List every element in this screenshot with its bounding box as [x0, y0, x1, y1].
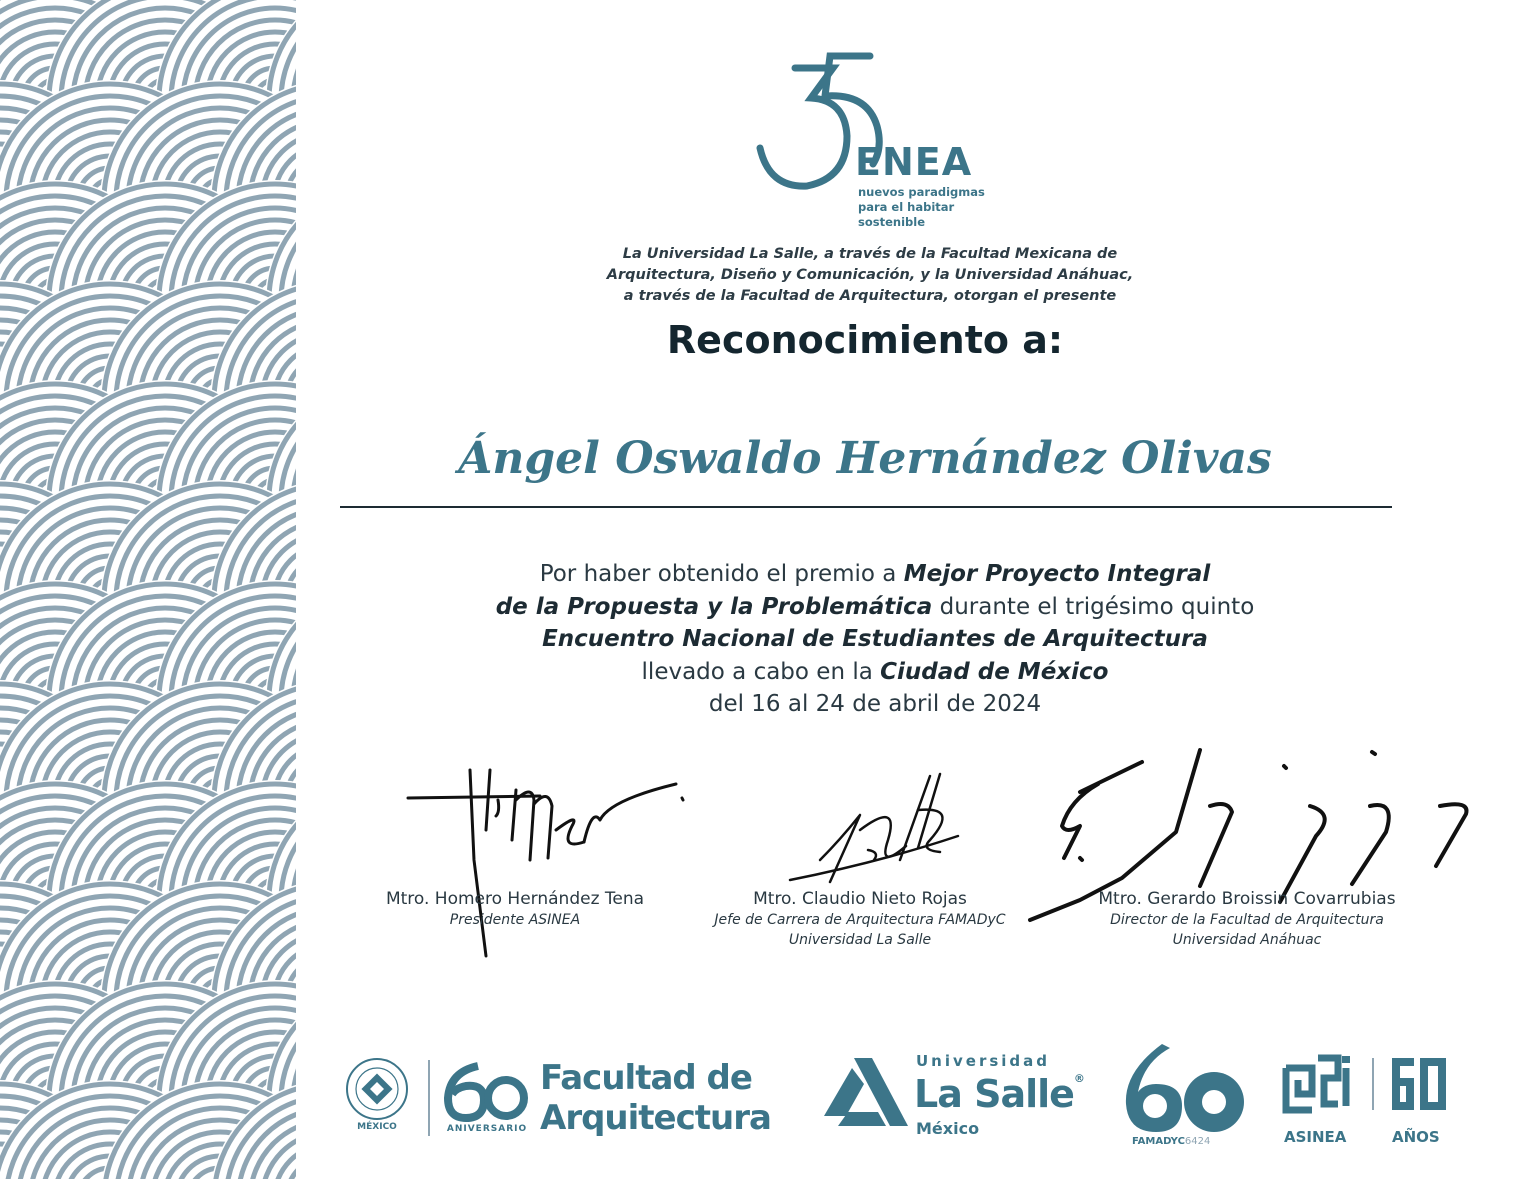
asinea-label: ASINEA: [1284, 1128, 1347, 1146]
recipient-name: Ángel Oswaldo Hernández Olivas: [458, 433, 1272, 484]
signatory-name: Mtro. Gerardo Broissin Covarrubias: [1098, 889, 1396, 909]
asinea-logo: [1282, 1054, 1360, 1149]
signatory-3: [1072, 888, 1422, 950]
registered-mark: ®: [1073, 1072, 1084, 1085]
anniversary-60-logo: [442, 1060, 532, 1140]
logo-divider: [1372, 1058, 1374, 1110]
signatory-role: Presidente ASINEA: [449, 912, 581, 928]
certificate-heading: Reconocimiento a:: [666, 318, 1064, 362]
la-salle-name-text: La Salle: [914, 1072, 1074, 1116]
signatory-organization: Universidad La Salle: [788, 932, 932, 948]
sixty-years-icon: [1388, 1054, 1450, 1114]
intro-paragraph: [520, 244, 1220, 307]
la-salle-emblem-icon: [824, 1054, 908, 1134]
citation-text-run: durante el trigésimo quinto: [932, 593, 1255, 620]
citation-line-5: [430, 688, 1320, 721]
event-dates: del 16 al 24 de abril de 2024: [708, 691, 1042, 717]
anahuac-country: MÉXICO: [357, 1122, 397, 1132]
signature-nieto: [790, 774, 958, 882]
event-name: Encuentro Nacional de Estudiantes de Arquitectura: [542, 626, 1208, 652]
famadyc-60-logo: [1122, 1042, 1247, 1152]
sixty-years-logo: [1388, 1054, 1452, 1149]
years-label: AÑOS: [1392, 1128, 1440, 1146]
citation-line-1: [430, 558, 1320, 591]
decorative-arc-pattern: [0, 0, 296, 1179]
citation-text: [430, 558, 1320, 721]
award-name: Mejor Proyecto Integral: [903, 561, 1211, 587]
famadyc-label: [1132, 1136, 1210, 1147]
facultad-line-2: Arquitectura: [540, 1098, 771, 1138]
anahuac-seal-logo: [342, 1056, 412, 1141]
la-salle-country: México: [916, 1119, 980, 1138]
award-name-cont: de la Propuesta y la Problemática: [495, 593, 933, 620]
enea-35-logo: [755, 48, 1015, 229]
anniversary-60-icon: [442, 1060, 532, 1124]
signatory-role: Jefe de Carrera de Arquitectura FAMADyC: [714, 912, 1006, 928]
facultad-line-1: Facultad de: [540, 1058, 752, 1098]
city-name: Ciudad de México: [880, 658, 1109, 685]
la-salle-top-word: Universidad: [916, 1052, 1051, 1070]
signatory-role: Director de la Facultad de Arquitectura: [1110, 912, 1384, 928]
enea-wordmark: ENEA: [855, 140, 973, 184]
la-salle-name: [914, 1072, 1084, 1116]
la-salle-logo: [824, 1052, 1084, 1142]
famadyc-code: 6424: [1184, 1136, 1211, 1147]
logo-divider: [428, 1060, 430, 1136]
signatory-2: [700, 888, 1020, 950]
anniversary-label: ANIVERSARIO: [446, 1124, 528, 1134]
citation-text-run: llevado a cabo en la: [641, 658, 881, 685]
citation-text-run: Por haber obtenido el premio a: [539, 561, 904, 587]
intro-line: a través de la Facultad de Arquitectura, otorgan el presente: [623, 288, 1117, 304]
intro-line: Arquitectura, Diseño y Comunicación, y la Universidad Anáhuac,: [606, 267, 1134, 283]
asinea-mark-icon: [1282, 1054, 1356, 1124]
signatory-name: Mtro. Homero Hernández Tena: [385, 889, 645, 909]
citation-line-3: [430, 623, 1320, 656]
citation-line-2: [430, 591, 1320, 624]
signatory-name: Mtro. Claudio Nieto Rojas: [753, 889, 967, 909]
citation-line-4: [430, 656, 1320, 689]
anahuac-seal-icon: [342, 1056, 412, 1126]
enea-tagline: nuevos paradigmas para el habitar sostenible: [858, 185, 985, 229]
facultad-arquitectura-wordmark: [540, 1058, 771, 1138]
arc-pattern-svg: [0, 0, 296, 1179]
recipient-underline: [340, 506, 1392, 508]
famadyc-60-icon: [1122, 1042, 1246, 1136]
signatory-1: [355, 888, 675, 930]
signatory-organization: Universidad Anáhuac: [1172, 932, 1322, 948]
intro-line: La Universidad La Salle, a través de la Facultad Mexicana de: [622, 246, 1118, 262]
famadyc-label-text: FAMADYC: [1132, 1136, 1185, 1147]
